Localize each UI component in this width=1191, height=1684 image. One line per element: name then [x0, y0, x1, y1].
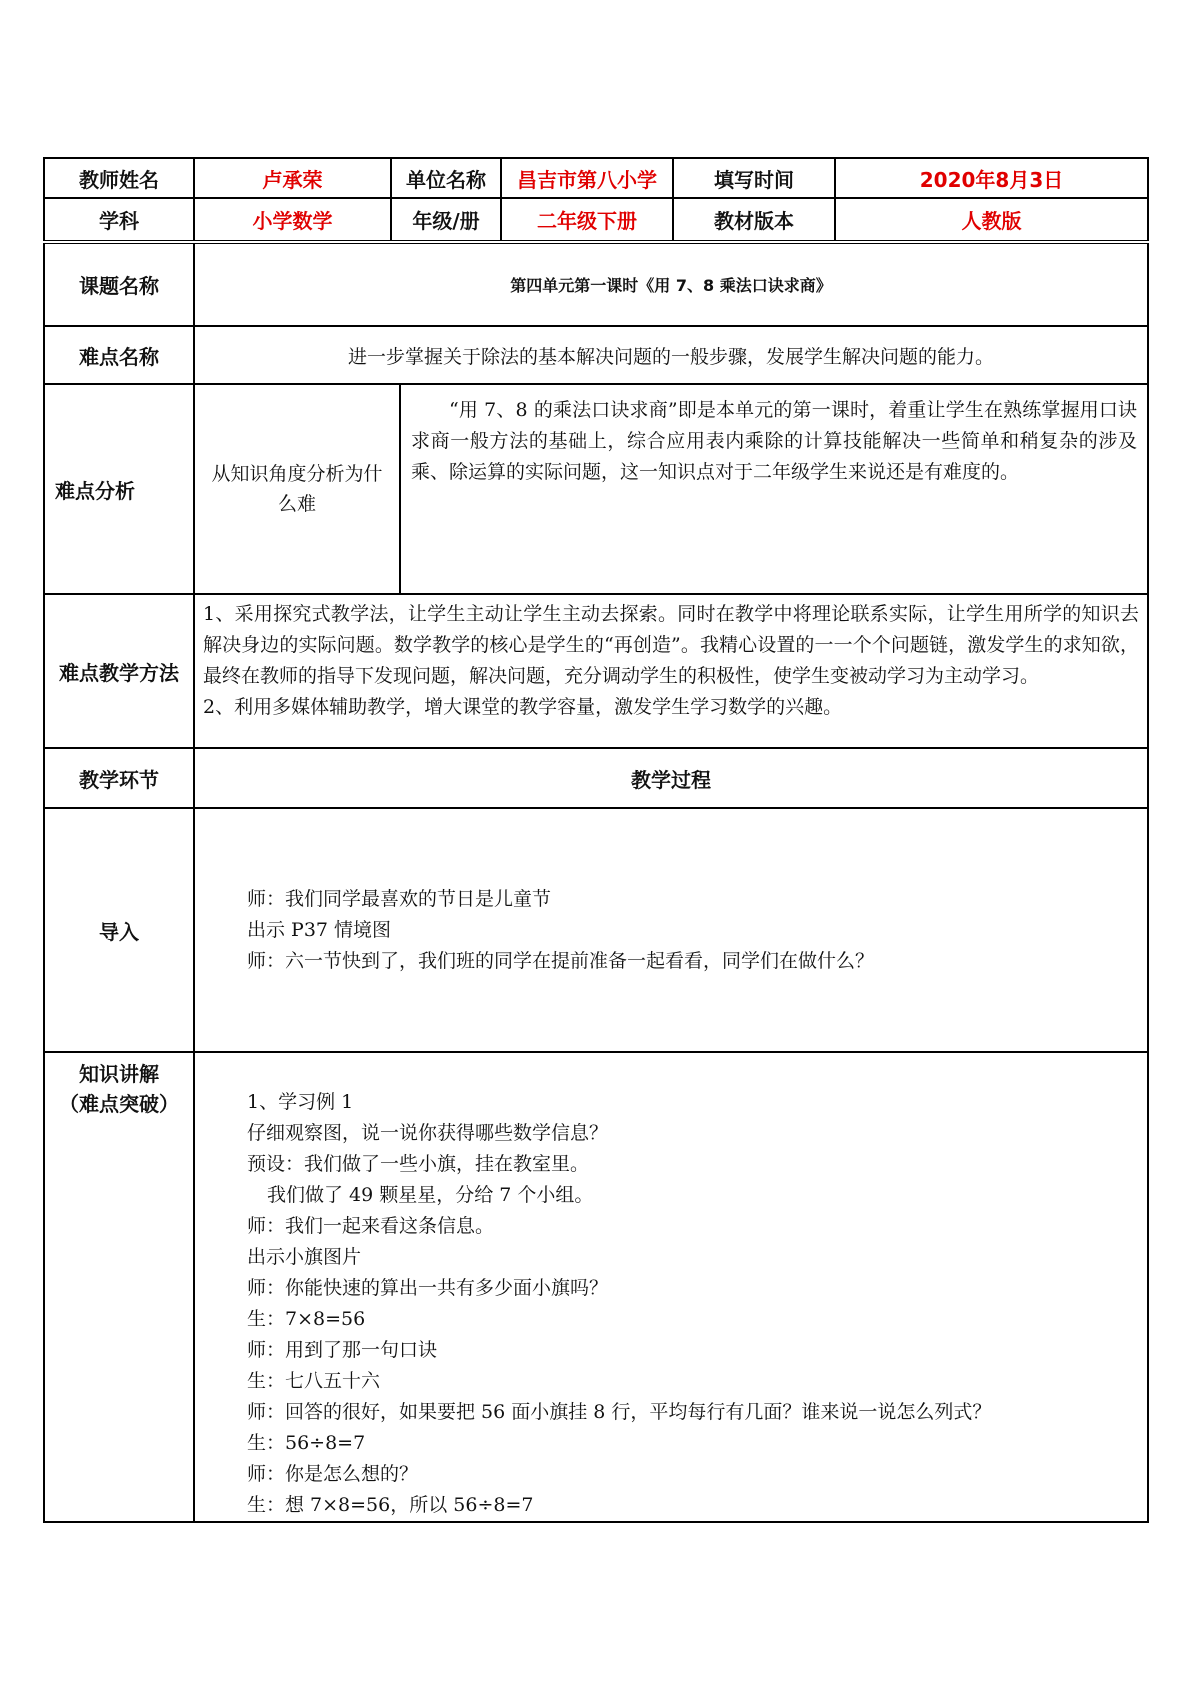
intro-row: [44, 808, 1148, 1052]
knowledge-line: 生：想 7×8=56，所以 56÷8=7: [247, 1494, 534, 1516]
knowledge-line: 1、学习例 1: [247, 1091, 354, 1113]
knowledge-line: 师：我们一起来看这条信息。: [247, 1215, 495, 1237]
knowledge-label-cell: [44, 1052, 194, 1522]
date-value: 2020年8月3日: [835, 158, 1148, 198]
knowledge-line: 师：你能快速的算出一共有多少面小旗吗？: [247, 1277, 609, 1299]
analysis-inner-table: [195, 385, 1147, 593]
analysis-row: [44, 384, 1148, 594]
intro-line: 师：我们同学最喜欢的节日是儿童节: [247, 887, 552, 910]
intro-lines: [194, 808, 1148, 1052]
edition-value: 人教版: [835, 198, 1148, 242]
subject-value: 小学数学: [194, 198, 391, 242]
teacher-label: 教师姓名: [44, 158, 194, 198]
knowledge-line: 师：你是怎么想的？: [247, 1463, 419, 1485]
intro-label: 导入: [44, 808, 194, 1052]
section-row: [44, 748, 1148, 808]
section-label: 教学环节: [44, 748, 194, 808]
lesson-plan-table: [43, 157, 1149, 1523]
analysis-label: 难点分析: [44, 384, 194, 594]
knowledge-line: 预设：我们做了一些小旗，挂在教室里。: [247, 1153, 590, 1175]
section-value: 教学过程: [194, 748, 1148, 808]
knowledge-row: [44, 1052, 1148, 1522]
knowledge-line: 生：56÷8=7: [247, 1432, 366, 1454]
edition-label: 教材版本: [673, 198, 835, 242]
method-cell: [194, 594, 1148, 748]
intro-line: 出示 P37 情境图: [247, 918, 392, 941]
topic-row: [44, 242, 1148, 326]
subject-label: 学科: [44, 198, 194, 242]
intro-line: 师：六一节快到了，我们班的同学在提前准备一起看看，同学们在做什么？: [247, 949, 875, 972]
method-row: [44, 594, 1148, 748]
grade-value: 二年级下册: [501, 198, 673, 242]
difficulty-row: [44, 326, 1148, 384]
method-label: 难点教学方法: [44, 594, 194, 748]
lesson-plan-sheet: [43, 157, 1147, 1523]
knowledge-line: 师：用到了那一句口诀: [247, 1339, 438, 1361]
analysis-text: “用 7、8 的乘法口诀求商”即是本单元的第一课时，着重让学生在熟练掌握用口诀求商一般方法的基础上，综合应用表内乘除的计算技能解决一些简单和稍复杂的涉及乘、除运算的实际问题，这一知识点对于二年级学生来说还是有难度的。: [411, 399, 1137, 483]
knowledge-label-1: 知识讲解: [79, 1062, 159, 1086]
header-row-2: [44, 198, 1148, 242]
grade-label: 年级/册: [391, 198, 501, 242]
header-row-1: [44, 158, 1148, 198]
unit-label: 单位名称: [391, 158, 501, 198]
date-label: 填写时间: [673, 158, 835, 198]
knowledge-line: 生：七八五十六: [247, 1370, 381, 1392]
analysis-cell: [194, 384, 1148, 594]
topic-value: 第四单元第一课时《用 7、8 乘法口诀求商》: [194, 242, 1148, 326]
knowledge-line: 师：回答的很好，如果要把 56 面小旗挂 8 行，平均每行有几面？谁来说一说怎么列式？: [247, 1401, 992, 1423]
knowledge-label-2: （难点突破）: [59, 1092, 179, 1116]
knowledge-line: 出示小旗图片: [247, 1246, 362, 1268]
topic-label: 课题名称: [44, 242, 194, 326]
analysis-sub-label: 从知识角度分析为什么难: [195, 385, 400, 593]
knowledge-lines: [194, 1052, 1148, 1522]
difficulty-value: 进一步掌握关于除法的基本解决问题的一般步骤，发展学生解决问题的能力。: [194, 326, 1148, 384]
knowledge-line: 生：7×8=56: [247, 1308, 366, 1330]
teacher-value: 卢承荣: [194, 158, 391, 198]
knowledge-line: 仔细观察图，说一说你获得哪些数学信息？: [247, 1122, 609, 1144]
unit-value: 昌吉市第八小学: [501, 158, 673, 198]
method-paragraph-2: 2、利用多媒体辅助教学，增大课堂的教学容量，激发学生学习数学的兴趣。: [203, 696, 843, 718]
method-paragraph-1: 1、采用探究式教学法，让学生主动让学生主动去探索。同时在教学中将理论联系实际，让学生用所学的知识去解决身边的实际问题。数学教学的核心是学生的“再创造”。我精心设置的一一个个问题链，激发学生的求知欲，最终在教师的指导下发现问题，解决问题，充分调动学生的积极性，使学生变被动学习为主动学习。: [203, 603, 1139, 687]
difficulty-label: 难点名称: [44, 326, 194, 384]
knowledge-line: 我们做了 49 颗星星，分给 7 个小组。: [267, 1184, 594, 1206]
